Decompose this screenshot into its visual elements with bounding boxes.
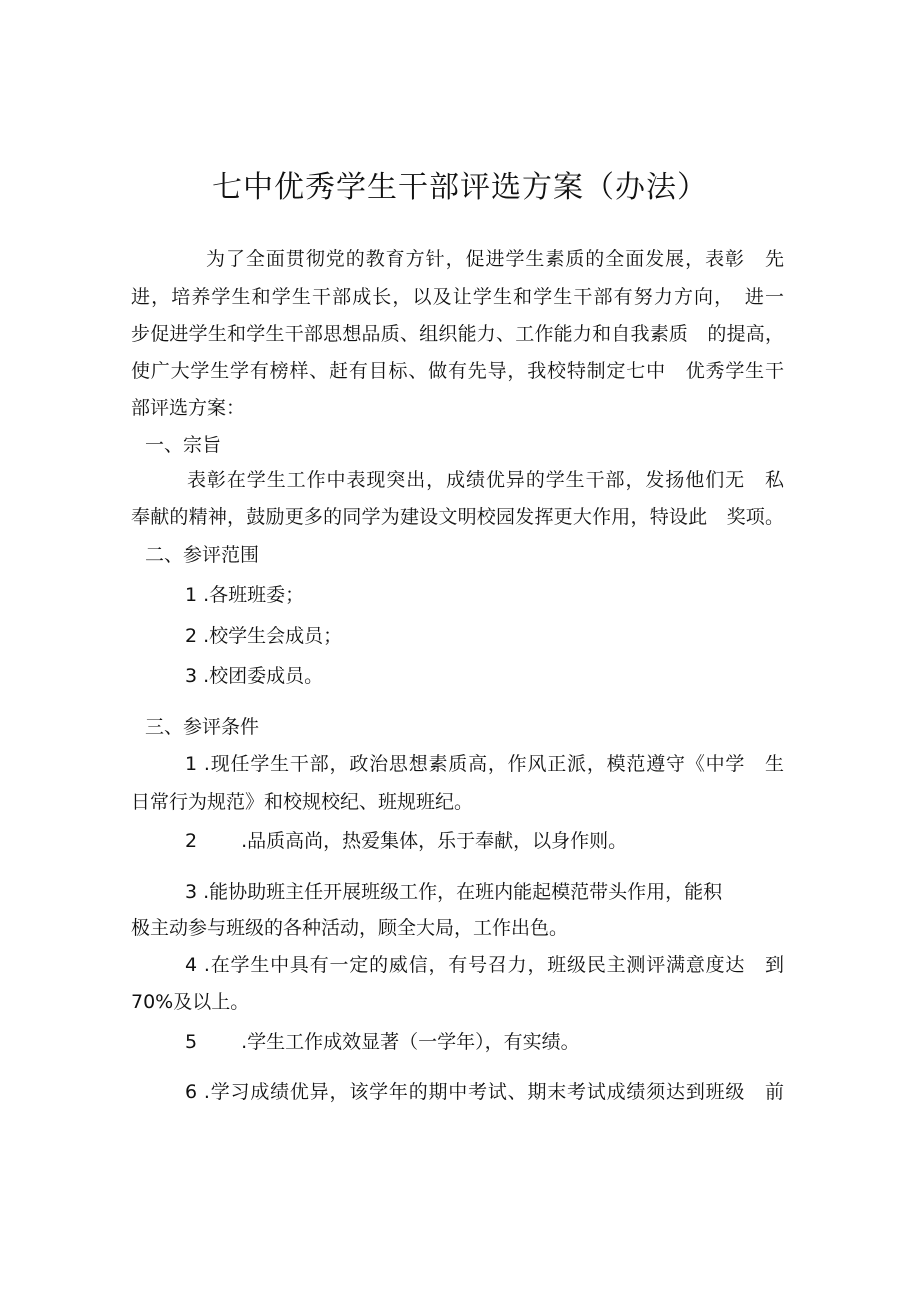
condition-line: 日常行为规范》和校规校纪、班规班纪。 — [131, 791, 474, 813]
document-title: 七中优秀学生干部评选方案（办法） — [212, 170, 708, 205]
condition-line: 极主动参与班级的各种活动，顾全大局，工作出色。 — [131, 917, 569, 939]
condition-line: 2 .品质高尚，热爱集体，乐于奉献，以身作则。 — [185, 830, 628, 852]
list-item: 1 .各班班委； — [185, 584, 305, 606]
intro-line: 使广大学生学有榜样、赶有目标、做有先导，我校特制定七中 优秀学生干 — [131, 360, 784, 382]
section-line: 表彰在学生工作中表现突出，成绩优异的学生干部，发扬他们无 私 — [187, 469, 784, 491]
section-heading: 一、宗旨 — [145, 434, 222, 456]
section-line: 奉献的精神，鼓励更多的同学为建设文明校园发挥更大作用，特设此 奖项。 — [131, 506, 784, 528]
condition-line: 5 .学生工作成效显著（一学年），有实绩。 — [185, 1031, 580, 1053]
condition-line: 1 .现任学生干部，政治思想素质高，作风正派，模范遵守《中学 生 — [185, 753, 784, 775]
intro-line: 部评选方案： — [131, 397, 246, 419]
section-heading: 二、参评范围 — [145, 544, 260, 566]
intro-line: 进，培养学生和学生干部成长，以及让学生和学生干部有努力方向， 进一 — [131, 286, 784, 308]
list-item: 2 .校学生会成员； — [185, 625, 343, 647]
intro-line: 步促进学生和学生干部思想品质、组织能力、工作能力和自我素质 的提高， — [131, 323, 784, 345]
condition-line: 4 .在学生中具有一定的威信，有号召力，班级民主测评满意度达 到 — [185, 954, 784, 976]
intro-line: 为了全面贯彻党的教育方针，促进学生素质的全面发展，表彰 先 — [206, 248, 784, 270]
list-item: 3 .校团委成员。 — [185, 665, 324, 687]
condition-line: 70%及以上。 — [131, 991, 250, 1013]
section-heading: 三、参评条件 — [145, 716, 260, 738]
condition-line: 3 .能协助班主任开展班级工作，在班内能起模范带头作用，能积 — [185, 881, 723, 903]
condition-line: 6 .学习成绩优异，该学年的期中考试、期末考试成绩须达到班级 前 — [185, 1081, 784, 1103]
